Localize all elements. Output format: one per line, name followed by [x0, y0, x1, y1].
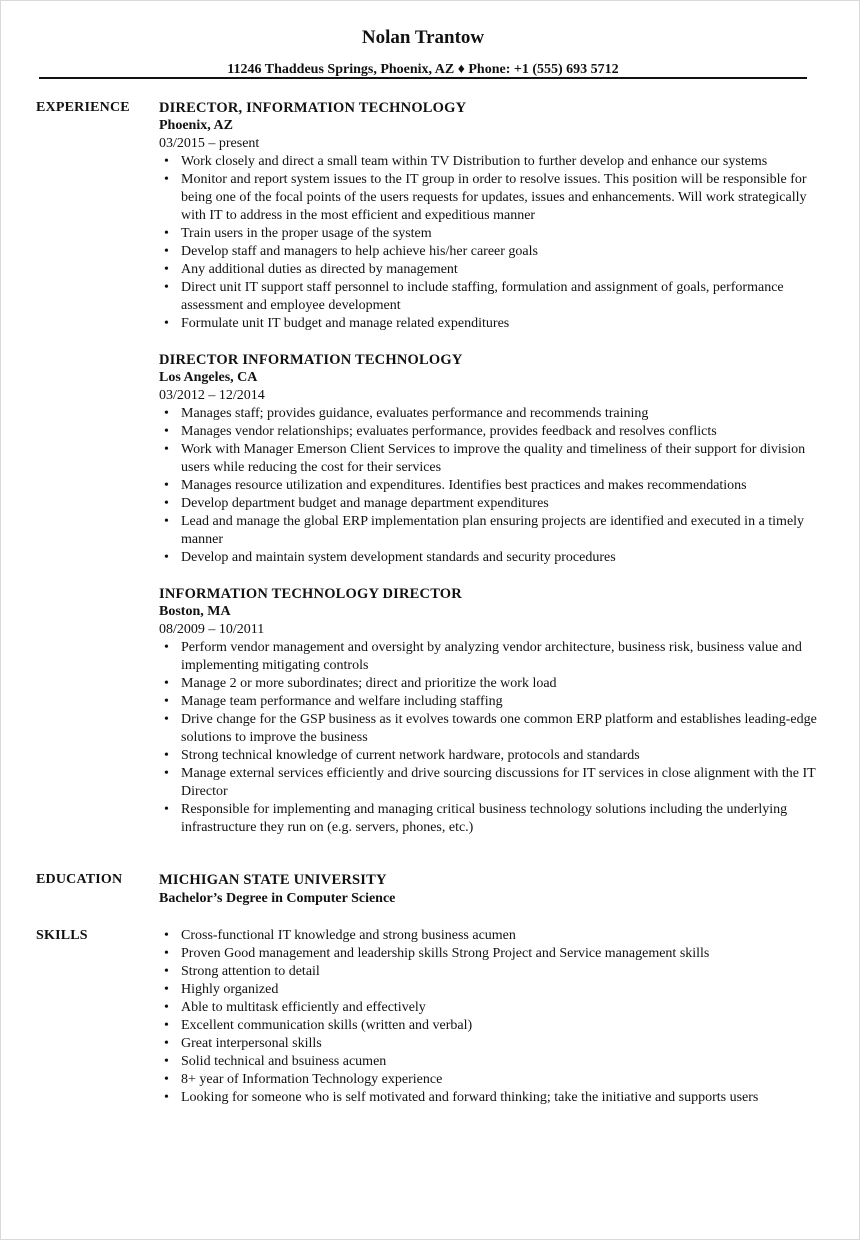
list-item [159, 477, 819, 495]
job-dates: 08/2009 – 10/2011 [159, 622, 265, 637]
candidate-name: Nolan Trantow [361, 27, 485, 48]
job-bullets [159, 153, 819, 333]
list-item-text: Monitor and report system issues to the IT group in order to resolve issues. This position will be responsible for being one of the focal points of the users requests for updates, issues and enhancements. Will work strategically with IT to address in the most efficient and expeditious manner [181, 172, 807, 223]
list-item-text: Excellent communication skills (written and verbal) [181, 1018, 473, 1033]
list-item-text: Solid technical and bsuiness acumen [181, 1054, 387, 1069]
list-item-text: Responsible for implementing and managing critical business technology solutions including the underlying infrastructure they run on (e.g. servers, phones, etc.) [181, 802, 788, 835]
bullet-icon: • [164, 748, 169, 763]
list-item-text: Train users in the proper usage of the system [181, 226, 432, 241]
bullet-icon: • [164, 964, 169, 979]
list-item [159, 675, 819, 693]
list-item-text: Formulate unit IT budget and manage related expenditures [181, 316, 510, 331]
list-item [159, 261, 819, 279]
list-item [159, 927, 819, 945]
job-location: Los Angeles, CA [159, 370, 258, 385]
bullet-icon: • [164, 676, 169, 691]
bullet-icon: • [164, 262, 169, 277]
list-item [159, 225, 819, 243]
list-item [159, 495, 819, 513]
bullet-icon: • [164, 766, 169, 781]
list-item-text: Strong attention to detail [181, 964, 320, 979]
job-location: Phoenix, AZ [159, 118, 233, 133]
list-item [159, 243, 819, 261]
skills-heading: SKILLS [36, 928, 88, 943]
bullet-icon: • [164, 1018, 169, 1033]
list-item-text: Manage team performance and welfare including staffing [181, 694, 503, 709]
bullet-icon: • [164, 244, 169, 259]
list-item-text: Develop department budget and manage department expenditures [181, 496, 549, 511]
list-item-text: Great interpersonal skills [181, 1036, 322, 1051]
list-item [159, 423, 819, 441]
list-item-text: Manages vendor relationships; evaluates performance, provides feedback and resolves conflicts [181, 424, 717, 439]
bullet-icon: • [164, 640, 169, 655]
bullet-icon: • [164, 442, 169, 457]
list-item-text: Manages resource utilization and expenditures. Identifies best practices and makes recommendations [181, 478, 747, 493]
experience-heading: EXPERIENCE [36, 100, 130, 115]
list-item [159, 1071, 819, 1089]
bullet-icon: • [164, 946, 169, 961]
education-heading: EDUCATION [36, 872, 123, 887]
list-item [159, 513, 819, 549]
job-dates: 03/2012 – 12/2014 [159, 388, 265, 403]
list-item-text: Lead and manage the global ERP implementation plan ensuring projects are identified and executed in a timely manner [181, 514, 805, 547]
bullet-icon: • [164, 712, 169, 727]
skills-list [159, 927, 819, 1107]
bullet-icon: • [164, 406, 169, 421]
job-title: INFORMATION TECHNOLOGY DIRECTOR [159, 586, 462, 602]
bullet-icon: • [164, 928, 169, 943]
bullet-icon: • [164, 154, 169, 169]
job-entry [159, 99, 819, 333]
list-item-text: Any additional duties as directed by management [181, 262, 458, 277]
list-item [159, 693, 819, 711]
header-divider [39, 77, 807, 79]
list-item-text: Able to multitask efficiently and effectively [181, 1000, 426, 1015]
list-item [159, 999, 819, 1017]
bullet-icon: • [164, 1036, 169, 1051]
job-title: DIRECTOR INFORMATION TECHNOLOGY [159, 352, 463, 368]
degree: Bachelor’s Degree in Computer Science [159, 891, 396, 906]
experience-section [159, 99, 819, 837]
bullet-icon: • [164, 1090, 169, 1105]
skills-section [159, 927, 819, 1107]
list-item [159, 1053, 819, 1071]
list-item [159, 315, 819, 333]
list-item-text: Drive change for the GSP business as it evolves towards one common ERP platform and establishes leading-edge solutions to improve the business [181, 712, 817, 745]
bullet-icon: • [164, 172, 169, 187]
list-item [159, 171, 819, 225]
list-item-text: Work with Manager Emerson Client Services to improve the quality and timeliness of their support for division users while reducing the cost for their services [181, 442, 806, 475]
list-item-text: Strong technical knowledge of current network hardware, protocols and standards [181, 748, 640, 763]
bullet-icon: • [164, 478, 169, 493]
job-bullets [159, 405, 819, 567]
bullet-icon: • [164, 316, 169, 331]
list-item-text: Manage 2 or more subordinates; direct and prioritize the work load [181, 676, 557, 691]
list-item [159, 441, 819, 477]
bullet-icon: • [164, 424, 169, 439]
list-item [159, 1089, 819, 1107]
list-item-text: Develop staff and managers to help achieve his/her career goals [181, 244, 538, 259]
list-item-text: Perform vendor management and oversight by analyzing vendor architecture, business risk, business value and implementing mitigating controls [181, 640, 802, 673]
bullet-icon: • [164, 280, 169, 295]
job-bullets [159, 639, 819, 837]
list-item-text: Cross-functional IT knowledge and strong business acumen [181, 928, 516, 943]
job-location: Boston, MA [159, 604, 231, 619]
list-item-text: Proven Good management and leadership skills Strong Project and Service management skills [181, 946, 710, 961]
list-item [159, 1035, 819, 1053]
education-section [159, 871, 819, 909]
bullet-icon: • [164, 226, 169, 241]
list-item-text: Develop and maintain system development standards and security procedures [181, 550, 616, 565]
list-item-text: Highly organized [181, 982, 279, 997]
list-item [159, 747, 819, 765]
bullet-icon: • [164, 694, 169, 709]
list-item-text: Manage external services efficiently and drive sourcing discussions for IT services in close alignment with the IT Director [181, 766, 816, 799]
list-item [159, 765, 819, 801]
job-entry [159, 351, 819, 567]
school-name: MICHIGAN STATE UNIVERSITY [159, 872, 387, 888]
list-item-text: Work closely and direct a small team within TV Distribution to further develop and enhance our systems [181, 154, 768, 169]
list-item [159, 549, 819, 567]
list-item [159, 945, 819, 963]
resume-header [39, 27, 807, 79]
job-dates: 03/2015 – present [159, 136, 260, 151]
list-item-text: 8+ year of Information Technology experience [181, 1072, 443, 1087]
list-item-text: Direct unit IT support staff personnel to include staffing, formulation and assignment of goals, performance assessment and employee development [181, 280, 784, 313]
bullet-icon: • [164, 1000, 169, 1015]
bullet-icon: • [164, 550, 169, 565]
list-item [159, 405, 819, 423]
list-item-text: Looking for someone who is self motivated and forward thinking; take the initiative and supports users [181, 1090, 759, 1105]
list-item [159, 711, 819, 747]
bullet-icon: • [164, 1054, 169, 1069]
bullet-icon: • [164, 496, 169, 511]
bullet-icon: • [164, 1072, 169, 1087]
list-item-text: Manages staff; provides guidance, evaluates performance and recommends training [181, 406, 649, 421]
list-item [159, 153, 819, 171]
job-title: DIRECTOR, INFORMATION TECHNOLOGY [159, 100, 467, 116]
list-item [159, 801, 819, 837]
list-item [159, 1017, 819, 1035]
bullet-icon: • [164, 982, 169, 997]
list-item [159, 279, 819, 315]
job-entry [159, 585, 819, 837]
list-item [159, 963, 819, 981]
bullet-icon: • [164, 802, 169, 817]
list-item [159, 981, 819, 999]
contact-line: 11246 Thaddeus Springs, Phoenix, AZ ♦ Phone: +1 (555) 693 5712 [227, 62, 619, 77]
list-item [159, 639, 819, 675]
bullet-icon: • [164, 514, 169, 529]
